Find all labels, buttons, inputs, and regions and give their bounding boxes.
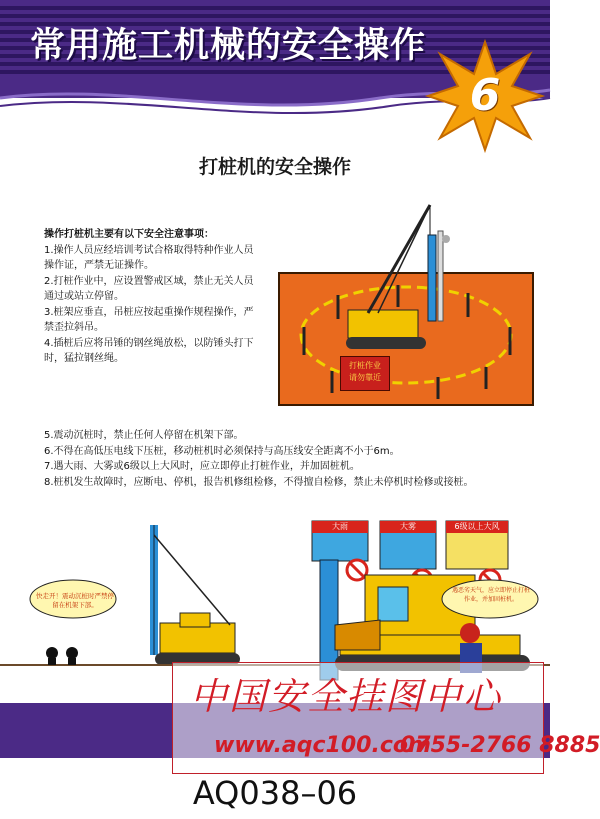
page-title: 常用施工机械的安全操作 bbox=[30, 26, 427, 66]
list-item: 6.不得在高低压电线下压桩，移动桩机时必须保持与高压线安全距离不小于6m。 bbox=[44, 445, 400, 457]
section-subtitle: 打桩机的安全操作 bbox=[198, 156, 351, 178]
list-item: 1.操作人员应经培训考试合格取得特种作业人员操作证，严禁无证操作。 bbox=[44, 244, 254, 271]
warning-sign: 打桩作业 请勿靠近 bbox=[340, 356, 390, 391]
list-item: 2.打桩作业中，应设置警戒区域，禁止无关人员通过或站立停留。 bbox=[44, 275, 254, 302]
intro-heading: 操作打桩机主要有以下安全注意事项： bbox=[44, 229, 214, 240]
watermark-name: 中国安全挂图中心 bbox=[190, 675, 502, 718]
speech-bubble-left-text: 快走开！震动沉桩时严禁停留在机架下部。 bbox=[36, 592, 114, 609]
badge-number: 6 bbox=[469, 70, 501, 121]
poster-code: AQ038–06 bbox=[192, 774, 358, 812]
list-item: 4.插桩后应将吊锤的钢丝绳放松，以防锤头打下时，猛拉钢丝绳。 bbox=[44, 337, 254, 364]
weather-label-wind: 6级以上大风 bbox=[454, 522, 500, 531]
list-item: 3.桩架应垂直，吊桩应按起重操作规程操作，严禁歪拉斜吊。 bbox=[44, 306, 254, 333]
watermark-url: www.aqc100.com bbox=[214, 733, 431, 758]
weather-label-rain: 大雨 bbox=[332, 522, 348, 531]
list-item: 7.遇大雨、大雾或6级以上大风时，应立即停止打桩作业，并加固桩机。 bbox=[44, 461, 360, 472]
list-item: 8.桩机发生故障时，应断电、停机，报告机修组检修，不得擅自检修，禁止未停机时检修或接桩。 bbox=[44, 476, 474, 488]
weather-label-fog: 大雾 bbox=[400, 522, 416, 531]
watermark-phone: 0755-2766 8885 bbox=[400, 733, 600, 758]
pile-driver-illustration bbox=[278, 195, 530, 405]
rules-list bbox=[44, 428, 524, 490]
list-item: 5.震动沉桩时，禁止任何人停留在机架下部。 bbox=[44, 430, 244, 441]
intro-list bbox=[44, 227, 262, 367]
speech-bubble-right-text: 遇恶劣天气，应立即停止打桩作业，并加固桩机。 bbox=[452, 587, 531, 603]
